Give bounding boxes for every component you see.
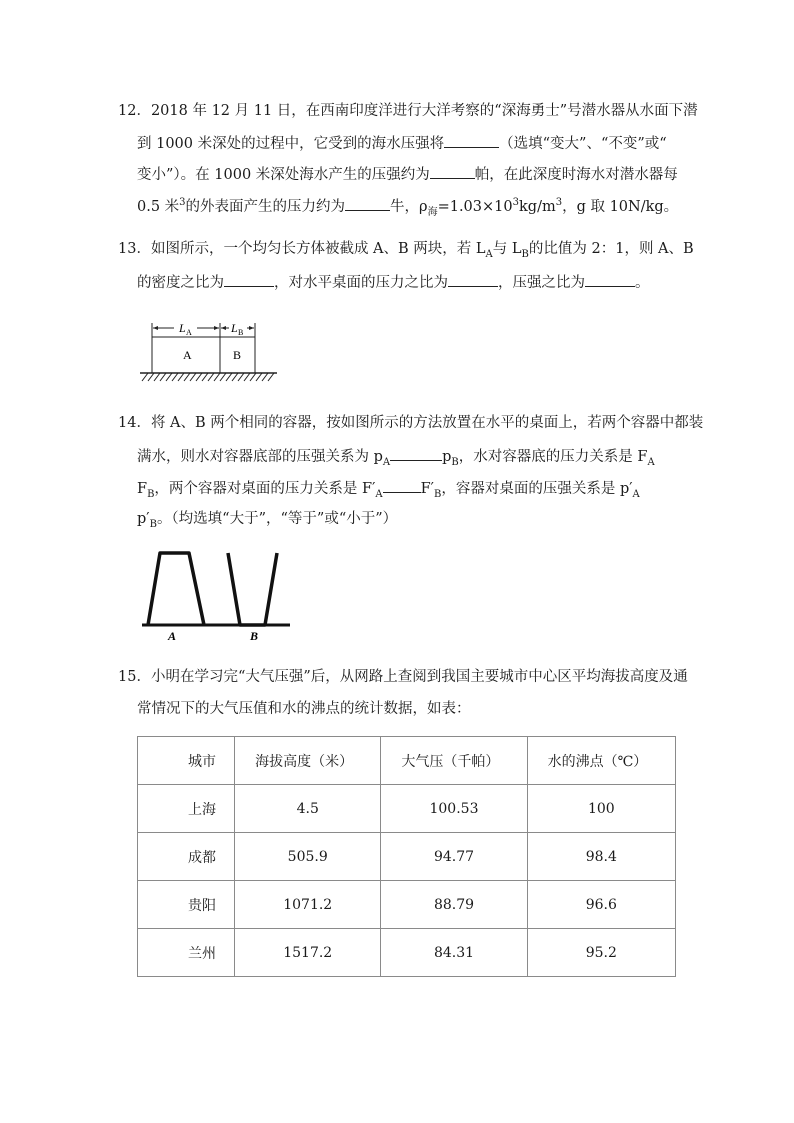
q14-figure (140, 545, 295, 645)
q12-text: 变小”）。在 1000 米深处海水产生的压强约为 (137, 167, 430, 183)
q15-line-2: 常情况下的大气压值和水的沸点的统计数据，如表： (137, 701, 471, 717)
table-cell: 兰州 (138, 929, 235, 977)
table-cell: 1071.2 (235, 881, 381, 929)
q13-text: 的比值为 2：1，则 A、B (528, 241, 694, 257)
q14-sub: B (147, 488, 155, 500)
q12-line-3 (137, 164, 678, 184)
q12-text: kg/m (519, 199, 556, 215)
q14-line-1: 14．将 A、B 两个相同的容器，按如图所示的方法放置在水平的桌面上，若两个容器中都装 (118, 415, 704, 431)
table-cell: 100 (527, 785, 675, 833)
q13-text: 与 L (492, 241, 522, 257)
table-row (138, 785, 676, 833)
q14-line-2 (137, 446, 655, 466)
q12-text: 的外表面产生的压力约为 (185, 199, 346, 215)
q14-text: p′ (137, 511, 150, 527)
q12-blank-1[interactable] (444, 133, 499, 148)
q12-text: ，g 取 10N/kg。 (562, 199, 679, 215)
q14-sub: B (433, 488, 442, 500)
q12-sup: 3 (179, 197, 186, 209)
q12-text: 0.5 米 (137, 199, 180, 215)
q13-text: ，对水平桌面的压力之比为 (274, 275, 448, 291)
q12-sup: 3 (512, 197, 519, 209)
q13-blank-1[interactable] (224, 272, 274, 287)
q12-line-4 (137, 196, 678, 216)
container-b-label: B (250, 629, 259, 643)
q13-text: ，压强之比为 (498, 275, 585, 291)
table-header: 水的沸点（℃） (527, 737, 675, 785)
ground-hatch (142, 373, 274, 381)
table-cell: 88.79 (381, 881, 527, 929)
block-a-label: A (183, 348, 192, 362)
container-a (148, 553, 204, 625)
q13-line-1 (118, 240, 694, 258)
q14-text: F′ (420, 481, 434, 497)
table-cell: 96.6 (527, 881, 675, 929)
table-cell: 98.4 (527, 833, 675, 881)
q14-sub: A (382, 456, 391, 468)
arrow-icon (214, 326, 219, 330)
q14-text: ，容器对桌面的压强关系是 p′ (441, 481, 633, 497)
q13-line-2 (137, 272, 650, 292)
q14-text: p (442, 449, 452, 465)
q14-line-4 (137, 510, 397, 528)
q12-blank-2[interactable] (430, 164, 475, 179)
q14-text: 满水，则水对容器底部的压强关系为 p (137, 449, 383, 465)
table-cell: 成都 (138, 833, 235, 881)
table-cell: 4.5 (235, 785, 381, 833)
q14-blank-2[interactable] (383, 478, 421, 493)
q12-text: 到 1000 米深处的过程中，它受到的海水压强将 (137, 136, 445, 152)
q13-text: 。 (635, 275, 650, 291)
q14-line-3 (137, 478, 640, 498)
table-cell: 1517.2 (235, 929, 381, 977)
city-data-table (137, 736, 676, 977)
q12-text: （选填“变大”、“不变”或“ (499, 136, 667, 152)
q14-sub: B (451, 456, 459, 468)
arrow-icon (249, 326, 254, 330)
table-cell: 505.9 (235, 833, 381, 881)
q14-sub: A (375, 488, 383, 500)
q13-blank-3[interactable] (585, 272, 635, 287)
table-cell: 84.31 (381, 929, 527, 977)
table-row (138, 833, 676, 881)
q13-blank-2[interactable] (448, 272, 498, 287)
q14-sub: A (647, 456, 655, 468)
table-cell: 100.53 (381, 785, 527, 833)
label-la: L (179, 321, 186, 335)
q12-line-1: 12．2018 年 12 月 11 日，在西南印度洋进行大洋考察的“深海勇士”号潜水器从水面下潜 (118, 103, 698, 119)
q12-sup: 3 (555, 197, 563, 209)
table-cell: 95.2 (527, 929, 675, 977)
q12-text: 帕，在此深度时海水对潜水器每 (474, 167, 678, 183)
q14-sub: A (632, 488, 640, 500)
arrow-icon (153, 326, 158, 330)
q12-blank-3[interactable] (345, 196, 390, 211)
q13-figure (137, 315, 282, 383)
q12-sub: 海 (427, 206, 438, 218)
q13-sub: B (521, 248, 529, 260)
table-row (138, 929, 676, 977)
label-lb: L (231, 321, 238, 335)
block-b-label: B (233, 348, 242, 362)
q14-text: ，水对容器底的压力关系是 F (458, 449, 648, 465)
table-header: 大气压（千帕） (381, 737, 527, 785)
q13-text: 13．如图所示，一个均匀长方体被截成 A、B 两块，若 L (118, 241, 486, 257)
table-header-row (138, 737, 676, 785)
q13-sub: A (485, 248, 493, 260)
table-cell: 94.77 (381, 833, 527, 881)
q15-line-1: 15．小明在学习完“大气压强”后，从网路上查阅到我国主要城市中心区平均海拔高度及通 (118, 669, 688, 685)
container-b (228, 553, 277, 625)
q14-text: ，两个容器对桌面的压力关系是 F′ (154, 481, 376, 497)
table-header: 城市 (138, 737, 235, 785)
label-la-sub: A (186, 328, 192, 337)
q14-blank-1[interactable] (390, 446, 442, 461)
container-a-label: A (168, 629, 177, 643)
q14-text: F (137, 481, 148, 497)
arrow-icon (221, 326, 226, 330)
table-cell: 贵阳 (138, 881, 235, 929)
q12-text: =1.03×10 (437, 199, 513, 215)
label-lb-sub: B (238, 328, 244, 337)
table-cell: 上海 (138, 785, 235, 833)
q12-text: 牛，ρ (390, 199, 428, 215)
q14-sub: B (149, 518, 157, 530)
q14-text: 。（均选填“大于”，“等于”或“小于”） (156, 511, 398, 527)
table-header: 海拔高度（米） (235, 737, 381, 785)
q12-line-2 (137, 133, 667, 153)
table-row (138, 881, 676, 929)
q13-text: 的密度之比为 (137, 275, 224, 291)
